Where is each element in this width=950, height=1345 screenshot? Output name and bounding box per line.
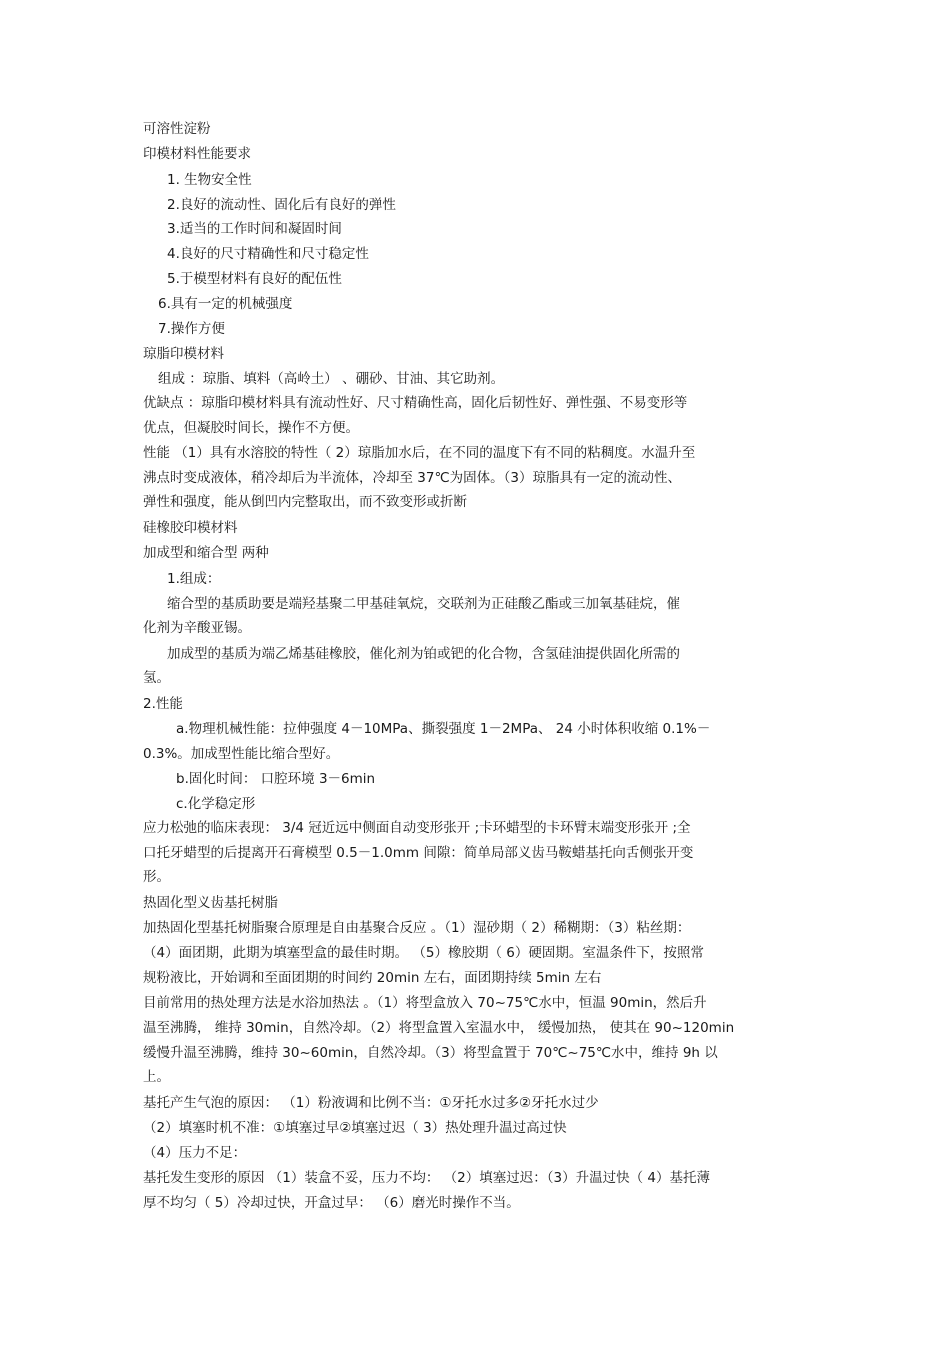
text-line: 目前常用的热处理方法是水浴加热法 。（1）将型盒放入 70~75℃水中，恒温 90min，然后升	[143, 995, 707, 1011]
text-line: 2.性能	[143, 696, 183, 712]
text-line: 缩合型的基质助要是端羟基聚二甲基硅氧烷，交联剂为正硅酸乙酯或三加氧基硅烷，催	[167, 596, 680, 612]
text-line: （2）填塞时机不准：①填塞过早②填塞过迟（ 3）热处理升温过高过快	[143, 1120, 567, 1136]
text-line: 1.组成：	[167, 571, 221, 587]
text-line: 0.3%。加成型性能比缩合型好。	[143, 746, 340, 762]
text-line: 可溶性淀粉	[143, 121, 211, 137]
text-line: 弹性和强度，能从倒凹内完整取出，而不致变形或折断	[143, 494, 467, 510]
text-line: 氢。	[143, 670, 170, 686]
list-item: 2.良好的流动性、固化后有良好的弹性	[167, 197, 396, 213]
list-item: 7.操作方便	[158, 321, 225, 337]
text-line: 基托发生变形的原因 （1）装盒不妥，压力不均： （2）填塞过迟：（3）升温过快（ 4）基托薄	[143, 1170, 710, 1186]
text-line: 上。	[143, 1069, 170, 1085]
text-line: 热固化型义齿基托树脂	[143, 895, 278, 911]
text-line: 琼脂印模材料	[143, 346, 224, 362]
text-line: （4）压力不足：	[143, 1145, 247, 1161]
text-line: 形。	[143, 869, 170, 885]
text-line: 加热固化型基托树脂聚合原理是自由基聚合反应 。（1）湿砂期（ 2）稀糊期：（3）粘丝期：	[143, 920, 691, 936]
text-line: a.物理机械性能：拉伸强度 4－10MPa、撕裂强度 1－2MPa、 24 小时体积收缩 0.1%－	[176, 721, 711, 737]
text-line: 应力松弛的临床表现： 3/4 冠近远中侧面自动变形张开 ;卡环蜡型的卡环臂末端变形张开 ;全	[143, 820, 691, 836]
text-line: （4）面团期，此期为填塞型盒的最佳时期。 （5）橡胶期（ 6）硬固期。室温条件下，按照常	[143, 945, 704, 961]
text-line: 厚不均匀（ 5）冷却过快，开盒过早： （6）磨光时操作不当。	[143, 1195, 520, 1211]
text-line: c.化学稳定形	[176, 796, 256, 812]
text-line: 硅橡胶印模材料	[143, 520, 238, 536]
text-line: 加成型和缩合型 两种	[143, 545, 269, 561]
list-item: 6.具有一定的机械强度	[158, 296, 293, 312]
text-line: b.固化时间： 口腔环境 3－6min	[176, 771, 376, 787]
text-line: 性能 （1）具有水溶胶的特性（ 2）琼脂加水后，在不同的温度下有不同的粘稠度。水温升至	[143, 445, 696, 461]
text-line: 规粉液比，开始调和至面团期的时间约 20min 左右，面团期持续 5min 左右	[143, 970, 602, 986]
text-line: 基托产生气泡的原因： （1）粉液调和比例不当：①牙托水过多②牙托水过少	[143, 1095, 599, 1111]
text-line: 口托牙蜡型的后提离开石膏模型 0.5－1.0mm 间隙：简单局部义齿马鞍蜡基托向舌侧张开变	[143, 845, 694, 861]
text-line: 缓慢升温至沸腾，维持 30~60min，自然冷却。（3）将型盒置于 70℃~75℃水中，维持 9h 以	[143, 1045, 718, 1061]
text-line: 加成型的基质为端乙烯基硅橡胶，催化剂为铂或钯的化合物，含氢硅油提供固化所需的	[167, 646, 680, 662]
text-line: 沸点时变成液体，稍冷却后为半流体，冷却至 37℃为固体。（3）琼脂具有一定的流动性、	[143, 470, 681, 486]
text-line: 温至沸腾， 维持 30min，自然冷却。（2）将型盒置入室温水中， 缓慢加热， 使其在 90~120min	[143, 1020, 735, 1036]
list-item: 3.适当的工作时间和凝固时间	[167, 221, 342, 237]
list-item: 5.于模型材料有良好的配伍性	[167, 271, 342, 287]
text-line: 优点，但凝胶时间长，操作不方便。	[143, 420, 359, 436]
list-item: 4.良好的尺寸精确性和尺寸稳定性	[167, 246, 369, 262]
text-line: 组成 ：琼脂、填料（高岭土） 、硼砂、甘油、其它助剂。	[158, 371, 505, 387]
text-line: 化剂为辛酸亚锡。	[143, 620, 251, 636]
text-line: 优缺点 ：琼脂印模材料具有流动性好、尺寸精确性高，固化后韧性好、弹性强、不易变形等	[143, 395, 688, 411]
text-line: 印模材料性能要求	[143, 146, 251, 162]
list-item: 1. 生物安全性	[167, 172, 252, 188]
